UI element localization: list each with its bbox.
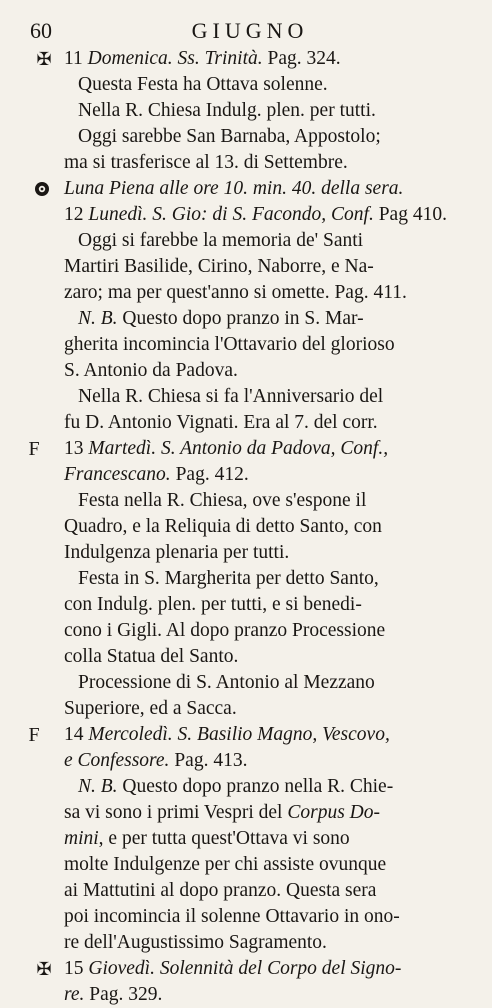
text-run: sa vi sono i primi Vespri del [64, 802, 288, 823]
text-line [0, 800, 492, 826]
line-text [64, 696, 237, 722]
italic-run: Martedì. S. Antonio da Padova, Conf., [88, 438, 389, 459]
text-run: re dell'Augustissimo Sagramento. [64, 932, 327, 953]
text-line [0, 462, 492, 488]
italic-run: re. [64, 984, 85, 1005]
line-text [64, 202, 447, 228]
text-line [0, 436, 492, 462]
text-run: Pag. 329. [84, 984, 163, 1005]
italic-run: Luna Piena alle ore 10. min. 40. della sera. [64, 178, 404, 199]
line-text [64, 176, 403, 202]
text-line [0, 254, 492, 280]
cross-icon: ✠ [36, 49, 52, 69]
text-line [0, 774, 492, 800]
line-text [64, 930, 327, 956]
text-line [0, 384, 492, 410]
line-text [78, 384, 383, 410]
text-line [0, 358, 492, 384]
line-text [64, 150, 348, 176]
text-line [0, 644, 492, 670]
text-line [0, 72, 492, 98]
text-line [0, 228, 492, 254]
italic-run: N. B. [78, 776, 118, 797]
italic-run: Domenica. Ss. Trinità. [87, 48, 263, 69]
line-text [78, 306, 364, 332]
italic-run: Corpus Do- [287, 802, 380, 823]
line-text [64, 254, 374, 280]
text-run: Nella R. Chiesa Indulg. plen. per tutti. [78, 100, 376, 121]
text-run: Indulgenza plenaria per tutti. [64, 542, 290, 563]
text-run: Questa Festa ha Ottava solenne. [78, 74, 328, 95]
italic-run: Francescano. [64, 464, 171, 485]
line-text [64, 722, 390, 748]
text-line [0, 566, 492, 592]
text-run: Pag. 413. [169, 750, 248, 771]
text-line [0, 306, 492, 332]
line-text [64, 982, 162, 1008]
line-text [78, 124, 381, 150]
text-line [0, 878, 492, 904]
text-line [0, 514, 492, 540]
line-text [64, 358, 238, 384]
feast-day-marker: F [28, 724, 40, 746]
page-header [30, 18, 470, 46]
italic-run: mini [64, 828, 99, 849]
line-text [64, 852, 386, 878]
text-line [0, 150, 492, 176]
line-text [64, 592, 362, 618]
line-text [64, 280, 407, 306]
text-line [0, 332, 492, 358]
text-line [0, 202, 492, 228]
text-line [0, 176, 492, 202]
text-line [0, 98, 492, 124]
line-text [78, 72, 328, 98]
text-run: Oggi si farebbe la memoria de' Santi [78, 230, 364, 251]
text-run: 15 [64, 958, 89, 979]
text-line [0, 826, 492, 852]
text-run: zaro; ma per quest'anno si omette. Pag. 411. [64, 282, 407, 303]
text-line [0, 982, 492, 1008]
text-line [0, 540, 492, 566]
text-run: 14 [64, 724, 89, 745]
text-run: 11 [64, 48, 88, 69]
running-title: GIUGNO [191, 18, 309, 43]
text-line [0, 696, 492, 722]
cross-icon: ✠ [36, 959, 52, 979]
line-text [78, 98, 376, 124]
line-text [64, 462, 249, 488]
line-text [78, 488, 366, 514]
line-text [64, 748, 247, 774]
text-run: ai Mattutini al dopo pranzo. Questa sera [64, 880, 377, 901]
line-text [64, 46, 341, 72]
text-run: Superiore, ed a Sacca. [64, 698, 237, 719]
text-run: ma si trasferisce al 13. di Settembre. [64, 152, 348, 173]
text-run: Pag 410. [373, 204, 447, 225]
italic-run: N. B. [78, 308, 118, 329]
line-text [78, 566, 379, 592]
text-line [0, 722, 492, 748]
text-run: Nella R. Chiesa si fa l'Anniversario del [78, 386, 384, 407]
text-line [0, 748, 492, 774]
text-line [0, 488, 492, 514]
text-line [0, 852, 492, 878]
text-run: colla Statua del Santo. [64, 646, 239, 667]
text-line [0, 124, 492, 150]
text-line [0, 592, 492, 618]
page-number: 60 [30, 18, 52, 43]
line-text [64, 878, 376, 904]
line-text [64, 514, 382, 540]
line-text [78, 228, 363, 254]
line-text [78, 774, 393, 800]
line-text [64, 618, 385, 644]
text-line [0, 670, 492, 696]
text-run: gherita incomincia l'Ottavario del glorioso [64, 334, 395, 355]
text-run: Festa in S. Margherita per detto Santo, [78, 568, 379, 589]
line-text [64, 436, 388, 462]
text-run: Pag. 324. [262, 48, 341, 69]
text-run: fu D. Antonio Vignati. Era al 7. del corr. [64, 412, 378, 433]
calendar-text [0, 46, 492, 1008]
text-run: 13 [64, 438, 89, 459]
line-text [64, 800, 380, 826]
italic-run: Lunedì. S. Gio: di S. Facondo, Conf. [88, 204, 374, 225]
text-line [0, 904, 492, 930]
text-run: Oggi sarebbe San Barnaba, Appostolo; [78, 126, 381, 147]
text-run: Pag. 412. [170, 464, 249, 485]
italic-run: e Confessore. [64, 750, 170, 771]
text-run: Martiri Basilide, Cirino, Naborre, e Na- [64, 256, 374, 277]
text-line [0, 410, 492, 436]
text-run: molte Indulgenze per chi assiste ovunque [64, 854, 387, 875]
text-run: S. Antonio da Padova. [64, 360, 238, 381]
text-line [0, 930, 492, 956]
text-run: 12 [64, 204, 89, 225]
line-text [64, 956, 401, 982]
text-run: Questo dopo pranzo in S. Mar- [117, 308, 364, 329]
line-text [64, 410, 378, 436]
line-text [64, 332, 395, 358]
text-run: cono i Gigli. Al dopo pranzo Processione [64, 620, 386, 641]
text-run: Questo dopo pranzo nella R. Chie- [117, 776, 394, 797]
text-run: poi incomincia il solenne Ottavario in ono- [64, 906, 400, 927]
italic-run: Mercoledì. S. Basilio Magno, Vescovo, [88, 724, 390, 745]
line-text [64, 540, 289, 566]
text-run: con Indulg. plen. per tutti, e si benedi- [64, 594, 362, 615]
text-run: Festa nella R. Chiesa, ove s'espone il [78, 490, 367, 511]
text-line [0, 956, 492, 982]
italic-run: Giovedì. Solennità del Corpo del Signo- [88, 958, 402, 979]
feast-day-marker: F [28, 438, 40, 460]
line-text [64, 904, 400, 930]
text-line [0, 280, 492, 306]
line-text [64, 644, 238, 670]
line-text [78, 670, 375, 696]
text-run: , e per tutta quest'Ottava vi sono [98, 828, 350, 849]
line-text [64, 826, 350, 852]
full-moon-icon [34, 181, 50, 197]
text-line [0, 46, 492, 72]
text-run: Quadro, e la Reliquia di detto Santo, con [64, 516, 382, 537]
text-run: Processione di S. Antonio al Mezzano [78, 672, 375, 693]
text-line [0, 618, 492, 644]
